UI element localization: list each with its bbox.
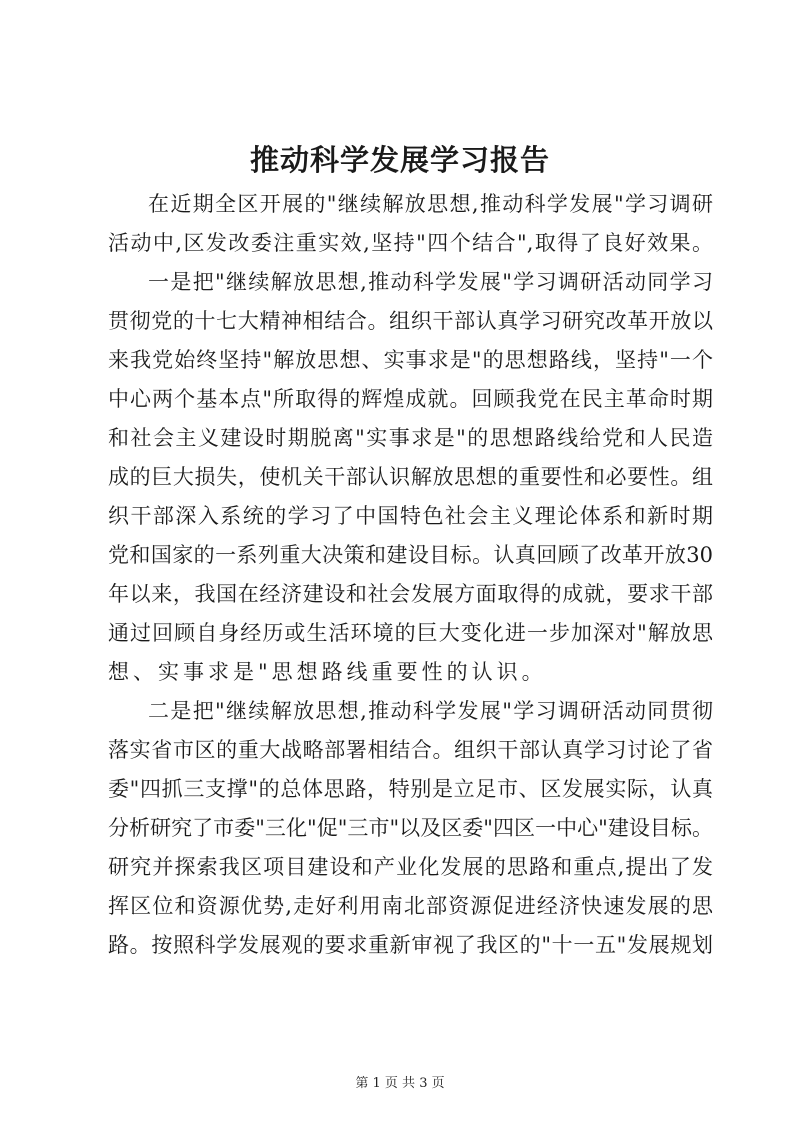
text-line: 活动中,区发改委注重实效,坚持"四个结合",取得了良好效果。 — [108, 231, 713, 255]
paragraph-3 — [108, 692, 713, 965]
text-line: 想、实事求是"思想路线重要性的认识。 — [108, 660, 547, 684]
text-line: 织干部深入系统的学习了中国特色社会主义理论体系和新时期 — [108, 504, 713, 528]
text-line: 研究并探索我区项目建设和产业化发展的思路和重点,提出了发 — [108, 855, 713, 879]
text-line: 通过回顾自身经历或生活环境的巨大变化进一步加深对"解放思 — [108, 621, 713, 645]
text-line: 二是把"继续解放思想,推动科学发展"学习调研活动同贯彻 — [148, 699, 713, 723]
text-line: 党和国家的一系列重大决策和建设目标。认真回顾了改革开放30 — [108, 543, 713, 567]
text-line: 分析研究了市委"三化"促"三市"以及区委"四区一中心"建设目标。 — [108, 816, 713, 840]
text-line: 贯彻党的十七大精神相结合。组织干部认真学习研究改革开放以 — [108, 309, 713, 333]
document-title: 推动科学发展学习报告 — [249, 143, 550, 177]
text-line: 路。按照科学发展观的要求重新审视了我区的"十一五"发展规划 — [108, 933, 713, 957]
text-line: 来我党始终坚持"解放思想、实事求是"的思想路线，坚持"一个 — [108, 348, 713, 372]
paragraph-2 — [108, 263, 713, 692]
page-footer: 第 1 页 共 3 页 — [355, 1076, 445, 1091]
text-line: 委"四抓三支撑"的总体思路，特别是立足市、区发展实际，认真 — [108, 777, 713, 801]
document-body — [108, 185, 713, 965]
text-line: 和社会主义建设时期脱离"实事求是"的思想路线给党和人民造 — [108, 426, 713, 450]
text-line: 挥区位和资源优势,走好利用南北部资源促进经济快速发展的思 — [108, 894, 713, 918]
text-line: 成的巨大损失，使机关干部认识解放思想的重要性和必要性。组 — [108, 465, 713, 489]
text-line: 落实省市区的重大战略部署相结合。组织干部认真学习讨论了省 — [108, 738, 713, 762]
text-line: 一是把"继续解放思想,推动科学发展"学习调研活动同学习 — [148, 270, 713, 294]
paragraph-1 — [108, 185, 713, 263]
text-line: 在近期全区开展的"继续解放思想,推动科学发展"学习调研 — [148, 192, 713, 216]
text-line: 中心两个基本点"所取得的辉煌成就。回顾我党在民主革命时期 — [108, 387, 713, 411]
text-line: 年以来，我国在经济建设和社会发展方面取得的成就，要求干部 — [108, 582, 713, 606]
